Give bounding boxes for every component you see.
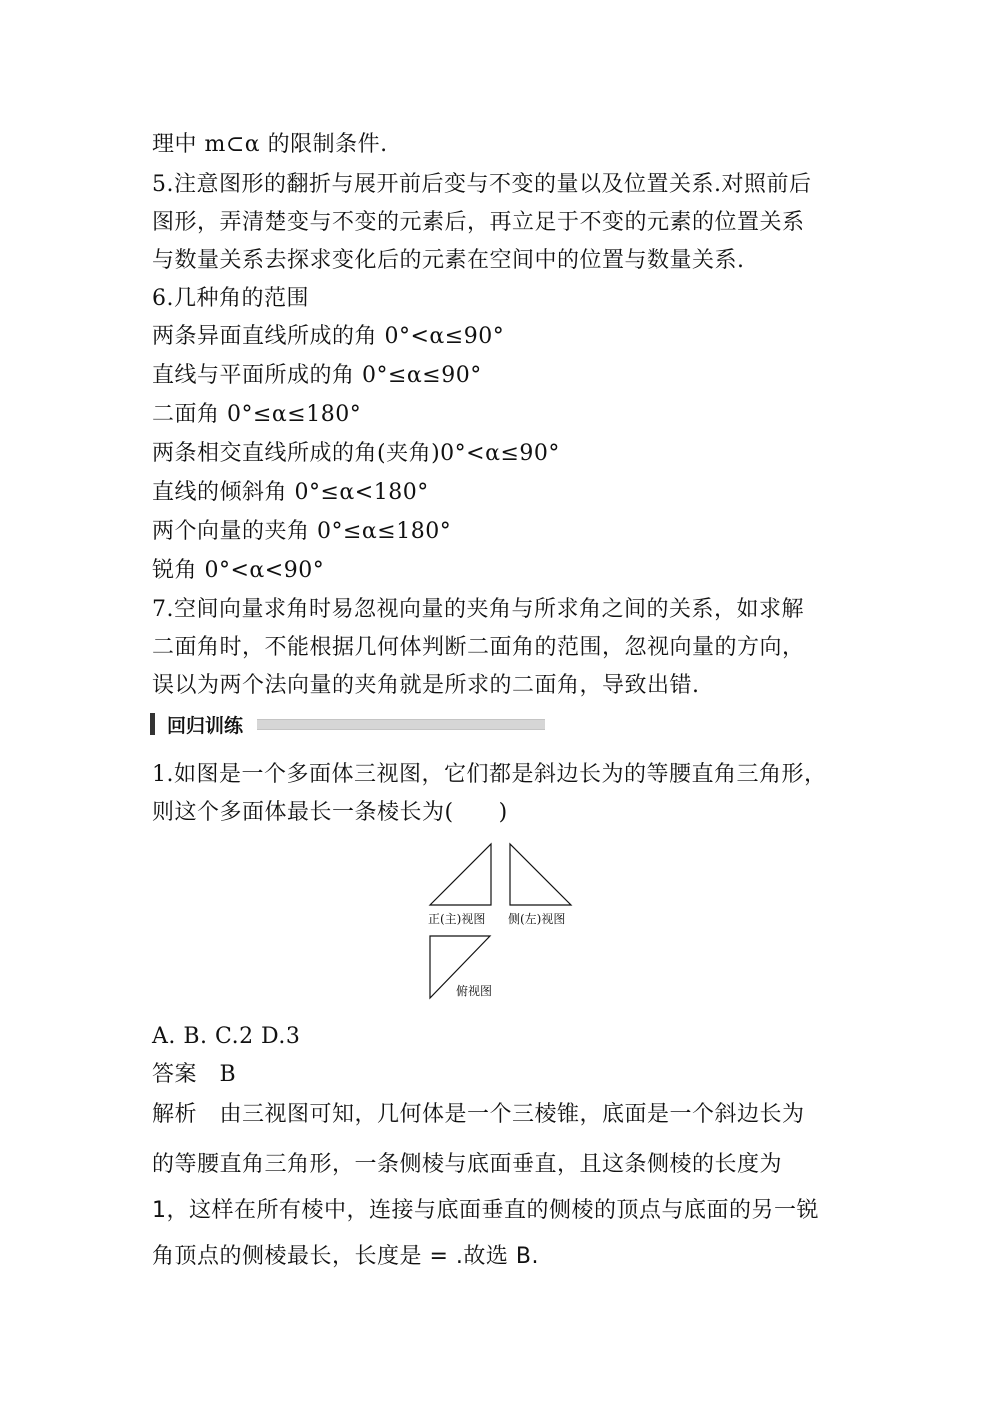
line-8: 两条相交直线所成的角(夹角)0°<α≤90° — [152, 441, 560, 466]
line-2: 图形，弄清楚变与不变的元素后，再立足于不变的元素的位置关系 — [152, 210, 805, 235]
line-3: 与数量关系去探求变化后的元素在空间中的位置与数量关系. — [152, 248, 745, 273]
front-view-label: 正(主)视图 — [428, 912, 486, 926]
analysis-line-0: 解析 由三视图可知，几何体是一个三棱锥，底面是一个斜边长为 — [152, 1102, 805, 1127]
side-view-label: 侧(左)视图 — [508, 912, 566, 926]
line-5: 两条异面直线所成的角 0°<α≤90° — [152, 324, 505, 349]
analysis-line-3: 角顶点的侧棱最长，长度是 = .故选 B. — [152, 1244, 539, 1269]
line-0: 理中 m⊂α 的限制条件. — [152, 132, 388, 157]
line-1: 5.注意图形的翻折与展开前后变与不变的量以及位置关系.对照前后 — [152, 172, 812, 197]
line-4: 6.几种角的范围 — [152, 286, 309, 311]
line-10: 两个向量的夹角 0°≤α≤180° — [152, 519, 452, 544]
line-13: 二面角时，不能根据几何体判断二面角的范围，忽视向量的方向， — [152, 635, 805, 660]
section-header — [150, 712, 545, 736]
line-9: 直线的倾斜角 0°≤α<180° — [152, 480, 429, 505]
analysis-line-2: 1，这样在所有棱中，连接与底面垂直的侧棱的顶点与底面的另一锐 — [152, 1198, 819, 1223]
answer: 答案 B — [152, 1062, 237, 1087]
line-12: 7.空间向量求角时易忽视向量的夹角与所求角之间的关系，如求解 — [152, 597, 804, 622]
line-6: 直线与平面所成的角 0°≤α≤90° — [152, 363, 482, 388]
front-view-triangle — [430, 844, 491, 905]
options: A. B. C.2 D.3 — [152, 1024, 301, 1049]
side-view-triangle — [510, 844, 571, 905]
section-rule — [257, 719, 545, 730]
line-7: 二面角 0°≤α≤180° — [152, 402, 362, 427]
section-title: 回归训练 — [167, 714, 244, 737]
question-line-1: 1.如图是一个多面体三视图，它们都是斜边长为的等腰直角三角形， — [152, 762, 827, 787]
analysis-line-1: 的等腰直角三角形，一条侧棱与底面垂直，且这条侧棱的长度为 — [152, 1152, 783, 1177]
top-view-label: 俯视图 — [456, 984, 493, 998]
three-view-figure — [420, 838, 590, 1004]
line-14: 误以为两个法向量的夹角就是所求的二面角，导致出错. — [152, 673, 700, 698]
question-line-2: 则这个多面体最长一条棱长为( ) — [152, 800, 508, 825]
section-bar — [150, 713, 155, 735]
line-11: 锐角 0°<α<90° — [152, 558, 325, 583]
